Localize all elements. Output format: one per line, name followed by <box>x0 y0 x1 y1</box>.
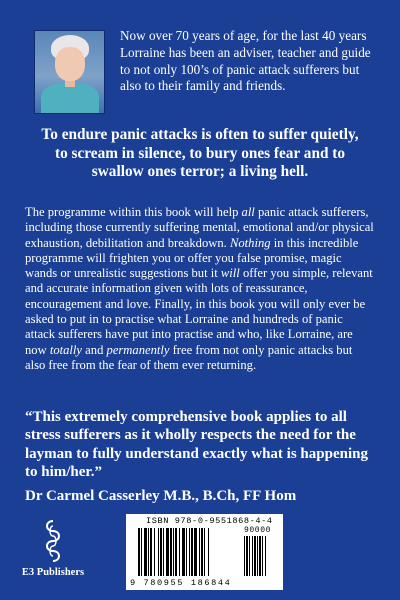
publisher-logo-icon <box>42 518 64 564</box>
publisher-name: E3 Publishers <box>21 567 85 578</box>
review-quote: “This extremely comprehensive book applies to all stress sufferers as it wholly respects the need for the layman to fully understand exactly what is happening to him/her.” <box>25 409 368 480</box>
review-attribution: Dr Carmel Casserley M.B., B.Ch, FF Hom <box>25 488 297 504</box>
barcode-addon: 90000 <box>244 526 272 535</box>
author-photo <box>34 30 105 114</box>
ean-number: 9 780955 186844 <box>130 578 232 588</box>
barcode-bars <box>136 528 276 578</box>
author-intro: Now over 70 years of age, for the last 40 years Lorraine has been an adviser, teacher and guide to not only 100’s of panic attack sufferers but also to their family and friends. <box>120 28 371 94</box>
barcode <box>126 514 283 590</box>
description-paragraph: The programme within this book will help all panic attack sufferers, including those currently suffering mental, emotional and/or physical exhaustion, debilitation and breakdown. Nothing in this incredible programme will frighten you or offer you false promise, magic wands or unrealistic suggestions but it will offer you simple, relevant and accurate information given with lots of reassurance, encouragement and love. Finally, in this book you will only ever be asked to put in to practise what Lorraine and hundreds of panic attack sufferers have put into practise and who, like Lorraine, are now totally and permanently free from not only panic attacks but also free from the fear of them ever returning. <box>25 205 374 372</box>
highlight-quote: To endure panic attacks is often to suffer quietly, to scream in silence, to bury ones fear and to swallow ones terror; a living hell. <box>41 126 359 181</box>
isbn-text: ISBN 978-0-9551868-4-4 <box>146 516 273 526</box>
